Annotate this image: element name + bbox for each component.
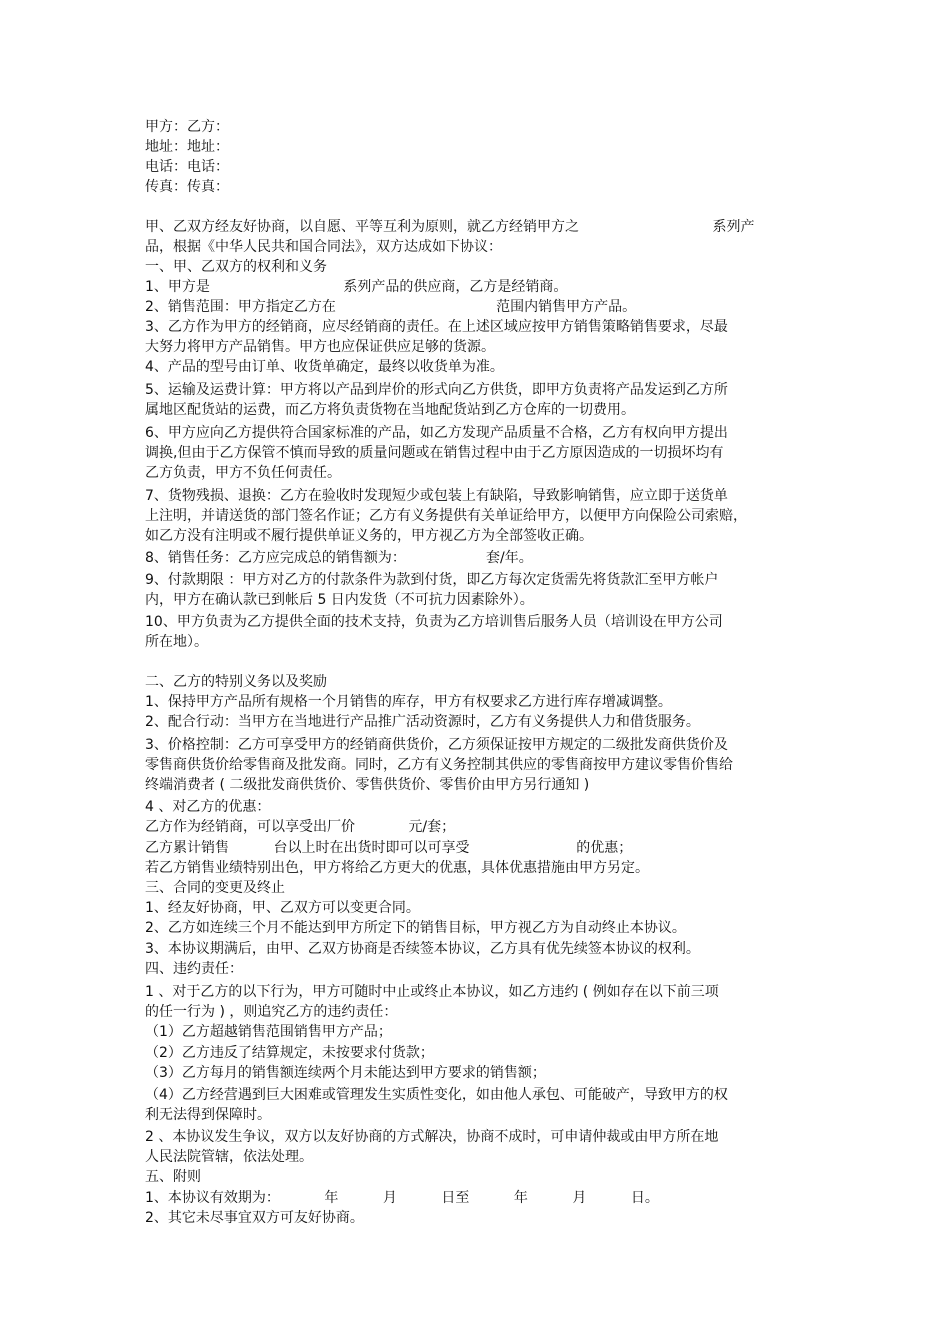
clause-line: 属地区配货站的运费，而乙方将负责货物在当地配货站到乙方仓库的一切费用。 [145, 402, 635, 418]
clause-line: 的任一行为 ) ，则追究乙方的违约责任： [145, 1004, 398, 1020]
clause-line: （1）乙方超越销售范围销售甲方产品； [145, 1024, 392, 1040]
intro-line: 品，根据《中华人民共和国合同法》，双方达成如下协议： [145, 239, 502, 255]
clause-line: 2、配合行动：当甲方在当地进行产品推广活动资源时，乙方有义务提供人力和借货服务。 [145, 714, 700, 730]
clause-line: 大努力将甲方产品销售。甲方也应保证供应足够的货源。 [145, 339, 495, 355]
intro-line: 甲、乙双方经友好协商，以自愿、平等互利为原则，就乙方经销甲方之 系列产 [145, 219, 755, 235]
header-line-phone: 电话：电话： [145, 159, 229, 175]
clause-line: 3、乙方作为甲方的经销商，应尽经销商的责任。在上述区域应按甲方销售策略销售要求，尽最 [145, 319, 728, 335]
section-title: 一、甲、乙双方的权利和义务 [145, 259, 327, 275]
clause-line: 乙方负责，甲方不负任何责任。 [145, 465, 341, 481]
clause-line: 终端消费者 ( 二级批发商供货价、零售供货价、零售价由甲方另行通知 ) [145, 777, 590, 793]
clause-line: 1、甲方是 系列产品的供应商，乙方是经销商。 [145, 279, 568, 295]
clause-line: 2、销售范围：甲方指定乙方在 范围内销售甲方产品。 [145, 299, 637, 315]
clause-line: 零售商供货价给零售商及批发商。同时，乙方有义务控制其供应的零售商按甲方建议零售价售给 [145, 757, 733, 773]
clause-line: （2）乙方违反了结算规定，未按要求付货款； [145, 1045, 434, 1061]
clause-line: 调换,但由于乙方保管不慎而导致的质量问题或在销售过程中由于乙方原因造成的一切损坏均有 [145, 445, 724, 461]
clause-line: 乙方累计销售 台以上时在出货时即可以可享受 的优惠； [145, 840, 633, 856]
section-title: 五、附则 [145, 1169, 201, 1185]
section-title: 三、合同的变更及终止 [145, 880, 285, 896]
clause-line: 9、付款期限 ：甲方对乙方的付款条件为款到付货，即乙方每次定货需先将货款汇至甲方帐户 [145, 572, 719, 588]
clause-line: 2 、本协议发生争议，双方以友好协商的方式解决，协商不成时，可申请仲裁或由甲方所在地 [145, 1129, 719, 1145]
clause-line: 1、本协议有效期为： 年 月 日至 年 月 日。 [145, 1190, 659, 1206]
clause-line: （3）乙方每月的销售额连续两个月未能达到甲方要求的销售额； [145, 1065, 546, 1081]
clause-line: 乙方作为经销商，可以享受出厂价 元/套； [145, 819, 456, 835]
section-title: 二、乙方的特别义务以及奖励 [145, 674, 327, 690]
clause-line: 利无法得到保障时。 [145, 1107, 271, 1123]
clause-line: 人民法院管辖，依法处理。 [145, 1149, 313, 1165]
section-title: 四、违约责任： [145, 961, 243, 977]
clause-line: 2、乙方如连续三个月不能达到甲方所定下的销售目标，甲方视乙方为自动终止本协议。 [145, 920, 686, 936]
clause-line: 7、货物残损、退换：乙方在验收时发现短少或包装上有缺陷，导致影响销售，应立即于送货单 [145, 488, 728, 504]
clause-line: 5、运输及运费计算：甲方将以产品到岸价的形式向乙方供货，即甲方负责将产品发运到乙方所 [145, 382, 728, 398]
clause-line: 1、保持甲方产品所有规格一个月销售的库存，甲方有权要求乙方进行库存增减调整。 [145, 694, 672, 710]
header-line-address: 地址：地址： [145, 139, 229, 155]
clause-line: 8、销售任务：乙方应完成总的销售额为： 套/年。 [145, 550, 533, 566]
clause-line: 4、产品的型号由订单、收货单确定，最终以收货单为准。 [145, 359, 504, 375]
clause-line: 如乙方没有注明或不履行提供单证义务的，甲方视乙方为全部签收正确。 [145, 528, 593, 544]
clause-line: （4）乙方经营遇到巨大困难或管理发生实质性变化，如由他人承包、可能破产，导致甲方的权 [145, 1087, 728, 1103]
clause-line: 内，甲方在确认款已到帐后 5 日内发货（不可抗力因素除外）。 [145, 592, 534, 608]
clause-line: 1 、对于乙方的以下行为，甲方可随时中止或终止本协议，如乙方违约 ( 例如存在以下前三项 [145, 984, 719, 1000]
clause-line: 1、经友好协商，甲、乙双方可以变更合同。 [145, 900, 420, 916]
clause-line: 10、甲方负责为乙方提供全面的技术支持，负责为乙方培训售后服务人员（培训设在甲方公司 [145, 614, 723, 630]
header-line-fax: 传真：传真： [145, 179, 229, 195]
header-line-party: 甲方：乙方： [145, 119, 229, 135]
clause-line: 4 、对乙方的优惠： [145, 799, 271, 815]
clause-line: 6、甲方应向乙方提供符合国家标准的产品，如乙方发现产品质量不合格，乙方有权向甲方提出 [145, 425, 728, 441]
clause-line: 上注明，并请送货的部门签名作证；乙方有义务提供有关单证给甲方，以便甲方向保险公司索赔， [145, 508, 747, 524]
clause-line: 所在地）。 [145, 634, 208, 650]
clause-line: 3、价格控制：乙方可享受甲方的经销商供货价，乙方须保证按甲方规定的二级批发商供货价及 [145, 737, 728, 753]
clause-line: 若乙方销售业绩特别出色，甲方将给乙方更大的优惠，具体优惠措施由甲方另定。 [145, 860, 649, 876]
clause-line: 3、本协议期满后，由甲、乙双方协商是否续签本协议，乙方具有优先续签本协议的权利。 [145, 941, 700, 957]
clause-line: 2、其它未尽事宜双方可友好协商。 [145, 1210, 364, 1226]
